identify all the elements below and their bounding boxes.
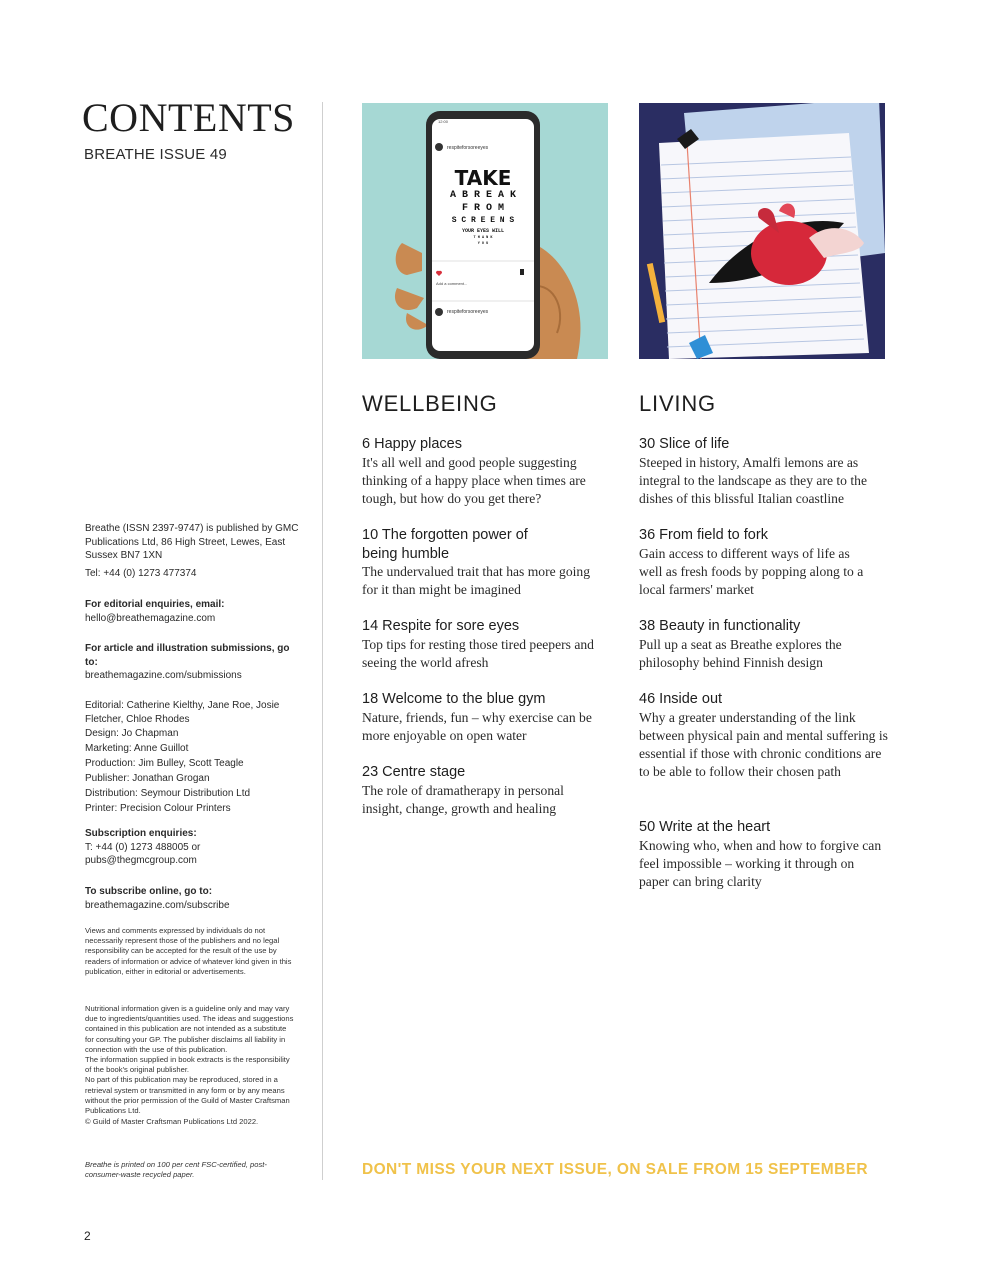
toc-page-number: 10	[362, 527, 379, 543]
toc-entry[interactable]	[639, 690, 889, 782]
toc-description: The role of dramatherapy in personal insight, change, growth and healing	[362, 782, 564, 816]
toc-entry[interactable]	[639, 435, 889, 508]
toc-entry[interactable]	[639, 526, 867, 599]
phone-comment: Add a comment...	[436, 281, 468, 286]
toc-description: The undervalued trait that has more going for it than might be imagined	[362, 564, 591, 598]
editorial-contact	[85, 598, 300, 625]
staff-printer: Printer: Precision Colour Printers	[85, 803, 231, 814]
toc-page-number: 36	[639, 527, 656, 543]
subscribe-online	[85, 885, 300, 912]
living-heading: LIVING	[639, 391, 716, 416]
publisher-statement	[85, 522, 300, 563]
toc-title: Centre stage	[382, 764, 466, 780]
disclaimer-reproduction: No part of this publication may be reproduced, stored in a retrieval system or transmitted in any form or by any means without the prior permission of the Guild of Master Craftsman Publications Ltd.	[85, 1075, 290, 1116]
toc-entry-title	[639, 818, 884, 837]
eye-chart-line-6: T H A N K	[473, 236, 493, 240]
staff-design: Design: Jo Chapman	[85, 728, 179, 739]
paper-note: Breathe is printed on 100 per cent FSC-certified, post-consumer-waste recycled paper.	[85, 1160, 267, 1180]
toc-page-number: 18	[362, 691, 379, 707]
toc-entry[interactable]	[639, 818, 884, 891]
toc-title: The forgotten power of being humble	[362, 527, 528, 562]
anatomical-heart-illustration	[639, 103, 885, 359]
subscription-contact	[85, 827, 300, 868]
page-number: 2	[84, 1229, 91, 1243]
copyright: © Guild of Master Craftsman Publications Ltd 2022.	[85, 1117, 259, 1127]
subscribe-online-url: breathemagazine.com/subscribe	[85, 899, 230, 911]
toc-title: Slice of life	[659, 436, 730, 452]
toc-description: Steeped in history, Amalfi lemons are as integral to the landscape as they are to the dishes of this blissful Italian coastline	[639, 454, 867, 507]
toc-title: Respite for sore eyes	[382, 618, 520, 634]
page-title: CONTENTS	[82, 95, 295, 140]
next-issue-banner: DON'T MISS YOUR NEXT ISSUE, ON SALE FROM 15 SEPTEMBER	[362, 1161, 869, 1178]
subscription-phone: T: +44 (0) 1273 488005 or	[85, 841, 201, 853]
toc-entry-title	[362, 526, 552, 563]
disclaimer-views: Views and comments expressed by individuals do not necessarily represent those of the publishers and no legal responsibility can be accepted for the result of the use by readers of information or advice of whatever kind given in this publication, either in editorial or advertisements.	[85, 926, 292, 976]
toc-entry[interactable]	[362, 763, 602, 818]
toc-title: Inside out	[659, 691, 723, 707]
wellbeing-heading: WELLBEING	[362, 391, 498, 416]
toc-title: Welcome to the blue gym	[382, 691, 546, 707]
staff-marketing: Marketing: Anne Guillot	[85, 743, 189, 754]
disclaimer-extracts: The information supplied in book extracts is the responsibility of the book's original publisher.	[85, 1055, 290, 1075]
toc-entry[interactable]	[362, 690, 602, 745]
toc-description: Gain access to different ways of life as well as fresh foods by popping along to a local farmers' market	[639, 545, 864, 598]
eye-chart-line-1: TAKE	[454, 166, 512, 190]
publisher-line: Breathe (ISSN 2397-9747) is published by GMC Publications Ltd, 86 High Street, Lewes, East Sussex BN7 1XN	[85, 523, 299, 561]
publisher-tel: Tel: +44 (0) 1273 477374	[85, 568, 197, 579]
eye-chart-line-4: S C R E E N S	[451, 216, 515, 225]
toc-title: Beauty in functionality	[659, 618, 801, 634]
submissions-url: breathemagazine.com/submissions	[85, 670, 242, 681]
submissions-label: For article and illustration submissions, go to:	[85, 643, 290, 668]
toc-entry-title	[639, 526, 867, 545]
toc-description: Nature, friends, fun – why exercise can be more enjoyable on open water	[362, 709, 592, 743]
toc-entry[interactable]	[639, 617, 869, 672]
toc-entry-title	[362, 690, 602, 709]
toc-page-number: 46	[639, 691, 656, 707]
toc-page-number: 6	[362, 436, 371, 452]
phone-handle-bottom: respiteforsoreeyes	[447, 309, 489, 315]
heart-paper-illustration	[639, 103, 885, 359]
eye-chart-line-2: A B R E A K	[449, 190, 516, 201]
toc-page-number: 14	[362, 618, 379, 634]
eye-chart-line-3: F R O M	[461, 203, 504, 214]
phone-illustration	[362, 103, 608, 359]
subscription-label: Subscription enquiries:	[85, 828, 197, 839]
staff-publisher: Publisher: Jonathan Grogan	[85, 773, 210, 784]
subscribe-online-label: To subscribe online, go to:	[85, 886, 213, 897]
toc-entry-title	[362, 617, 602, 636]
toc-entry-title	[639, 690, 889, 709]
staff-editorial: Editorial: Catherine Kielthy, Jane Roe, Josie Fletcher, Chloe Rhodes	[85, 700, 280, 725]
staff-distribution: Distribution: Seymour Distribution Ltd	[85, 788, 251, 799]
toc-entry[interactable]	[362, 617, 602, 672]
editorial-label: For editorial enquiries, email:	[85, 599, 225, 610]
toc-entry-title	[639, 617, 869, 636]
disclaimer-nutrition: Nutritional information given is a guideline only and may vary due to ingredients/quantities used. The ideas and suggestions contained in this publication are not intended as a substitute for consulting your GP. The publisher disclaims all liability in connection with the use of this publication.	[85, 1004, 294, 1054]
toc-description: Pull up a seat as Breathe explores the philosophy behind Finnish design	[639, 636, 842, 670]
column-divider	[322, 102, 323, 1180]
toc-description: Knowing who, when and how to forgive can feel impossible – working it through on paper can bring clarity	[639, 837, 882, 890]
staff-production: Production: Jim Bulley, Scott Teagle	[85, 758, 244, 769]
eye-chart-line-5: YOUR EYES WILL	[461, 228, 504, 234]
editorial-email: hello@breathemagazine.com	[85, 612, 216, 624]
toc-entry[interactable]	[362, 526, 591, 600]
issue-label: BREATHE ISSUE 49	[84, 146, 227, 163]
eye-chart-line-7: Y O U	[477, 242, 489, 246]
eye-chart	[432, 167, 534, 247]
toc-page-number: 30	[639, 436, 656, 452]
toc-page-number: 23	[362, 764, 379, 780]
toc-entry-title	[362, 763, 602, 782]
toc-page-number: 50	[639, 819, 656, 835]
toc-title: Happy places	[374, 436, 462, 452]
submissions-contact	[85, 642, 300, 683]
toc-title: Write at the heart	[659, 819, 771, 835]
toc-description: Top tips for resting those tired peepers and seeing the world afresh	[362, 636, 594, 670]
toc-entry[interactable]	[362, 435, 602, 508]
toc-page-number: 38	[639, 618, 656, 634]
toc-description: Why a greater understanding of the link between physical pain and mental suffering is essential if those with chronic conditions are to be able to follow their chosen path	[639, 709, 888, 780]
staff-list	[85, 699, 300, 816]
toc-description: It's all well and good people suggesting thinking of a happy place when times are tough, but how do you get there?	[362, 454, 586, 507]
toc-entry-title	[362, 435, 602, 454]
toc-entry-title	[639, 435, 889, 454]
subscription-email: pubs@thegmcgroup.com	[85, 855, 197, 866]
toc-title: From field to fork	[659, 527, 768, 543]
phone-time: 12:00	[438, 119, 449, 124]
phone-handle-top: respiteforsoreeyes	[447, 145, 489, 151]
disclaimer-block	[85, 1004, 295, 1127]
